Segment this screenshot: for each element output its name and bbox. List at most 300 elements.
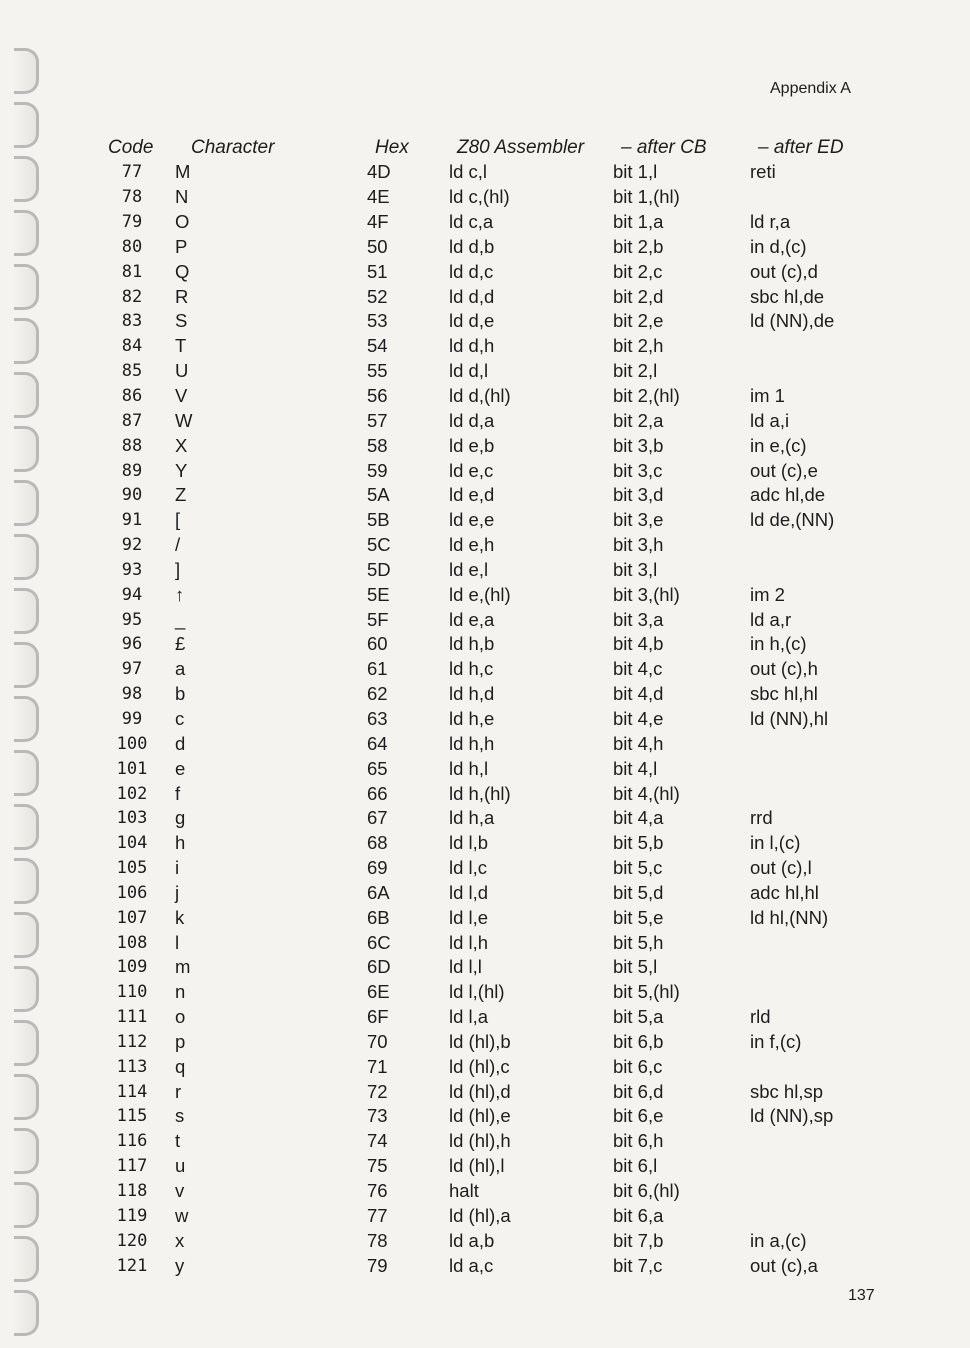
cell-code: 85 xyxy=(121,361,143,382)
cell-hex: 69 xyxy=(367,857,388,879)
cell-character: u xyxy=(175,1155,186,1177)
table-row xyxy=(100,160,888,185)
table-row xyxy=(100,1129,888,1154)
header-z80-assembler: Z80 Assembler xyxy=(457,137,585,158)
cell-after-cb: bit 4,l xyxy=(613,757,658,779)
table-row xyxy=(100,1005,888,1030)
cell-character: q xyxy=(175,1055,186,1077)
cell-character: y xyxy=(175,1254,185,1276)
cell-after-ed: out (c),h xyxy=(750,658,818,680)
cell-hex: 70 xyxy=(367,1030,388,1052)
cell-hex: 59 xyxy=(367,459,388,481)
cell-character: ] xyxy=(175,558,181,580)
cell-after-cb: bit 4,b xyxy=(613,633,664,655)
cell-character: £ xyxy=(175,633,186,655)
cell-after-cb: bit 4,e xyxy=(613,707,664,729)
cell-code: 91 xyxy=(121,510,143,531)
cell-code: 98 xyxy=(121,684,143,705)
cell-character: e xyxy=(175,757,186,779)
cell-hex: 67 xyxy=(367,807,388,829)
cell-hex: 64 xyxy=(367,732,388,754)
cell-hex: 66 xyxy=(367,782,388,804)
table-row xyxy=(100,930,888,955)
cell-code: 104 xyxy=(116,833,148,854)
cell-character: [ xyxy=(175,509,181,531)
table-row xyxy=(100,682,888,707)
cell-z80-assembler: ld e,e xyxy=(449,509,495,531)
cell-z80-assembler: ld c,l xyxy=(449,161,488,183)
cell-after-cb: bit 6,(hl) xyxy=(613,1180,680,1202)
cell-hex: 57 xyxy=(367,409,388,431)
cell-z80-assembler: ld h,d xyxy=(449,683,495,705)
cell-z80-assembler: ld d,(hl) xyxy=(449,385,511,407)
cell-z80-assembler: ld h,b xyxy=(449,633,495,655)
cell-z80-assembler: ld h,l xyxy=(449,757,489,779)
cell-code: 80 xyxy=(121,236,143,257)
cell-character: c xyxy=(175,707,185,729)
binding-ring xyxy=(14,750,39,796)
cell-after-ed: adc hl,de xyxy=(750,484,826,506)
cell-hex: 52 xyxy=(367,285,388,307)
cell-hex: 5D xyxy=(367,558,391,580)
cell-z80-assembler: ld h,a xyxy=(449,807,495,829)
table-row xyxy=(100,334,888,359)
cell-z80-assembler: ld d,d xyxy=(449,285,495,307)
cell-hex: 4E xyxy=(367,186,390,208)
table-row xyxy=(100,1054,888,1079)
cell-after-cb: bit 3,a xyxy=(613,608,664,630)
cell-after-ed: sbc hl,hl xyxy=(750,683,818,705)
cell-hex: 71 xyxy=(367,1055,388,1077)
binding-ring xyxy=(14,696,39,742)
cell-hex: 62 xyxy=(367,683,388,705)
cell-after-ed: ld a,i xyxy=(750,409,790,431)
table-row xyxy=(100,1253,888,1278)
cell-z80-assembler: ld (hl),c xyxy=(449,1055,510,1077)
cell-z80-assembler: ld e,h xyxy=(449,534,495,556)
binding-ring xyxy=(14,264,39,310)
cell-after-ed: ld de,(NN) xyxy=(750,509,835,531)
cell-character: t xyxy=(175,1130,181,1152)
cell-after-cb: bit 2,h xyxy=(613,335,664,357)
cell-after-cb: bit 2,b xyxy=(613,235,664,257)
cell-z80-assembler: ld l,b xyxy=(449,832,489,854)
table-row xyxy=(100,905,888,930)
cell-after-cb: bit 4,d xyxy=(613,683,664,705)
binding-ring xyxy=(14,480,39,526)
table-body xyxy=(100,160,888,1278)
running-head: Appendix A xyxy=(770,80,851,97)
table-row xyxy=(100,1203,888,1228)
cell-after-cb: bit 5,l xyxy=(613,956,658,978)
cell-character: V xyxy=(175,385,188,407)
cell-code: 111 xyxy=(116,1007,148,1028)
binding-ring xyxy=(14,966,39,1012)
cell-after-cb: bit 2,(hl) xyxy=(613,385,680,407)
table-row xyxy=(100,235,888,260)
cell-code: 121 xyxy=(116,1255,148,1276)
cell-hex: 6A xyxy=(367,881,390,903)
table-row xyxy=(100,384,888,409)
cell-after-cb: bit 7,c xyxy=(613,1254,663,1276)
cell-after-cb: bit 3,l xyxy=(613,558,658,580)
cell-z80-assembler: ld c,a xyxy=(449,211,494,233)
cell-z80-assembler: ld (hl),e xyxy=(449,1105,511,1127)
cell-character: i xyxy=(175,857,180,879)
cell-character: g xyxy=(175,807,186,829)
cell-z80-assembler: ld (hl),l xyxy=(449,1155,505,1177)
cell-hex: 76 xyxy=(367,1180,388,1202)
table-row xyxy=(100,1179,888,1204)
cell-code: 86 xyxy=(121,386,143,407)
table-row xyxy=(100,880,888,905)
table-row xyxy=(100,408,888,433)
cell-character: m xyxy=(175,956,191,978)
cell-hex: 61 xyxy=(367,658,388,680)
cell-character: p xyxy=(175,1030,186,1052)
binding-ring xyxy=(14,912,39,958)
cell-hex: 5B xyxy=(367,509,390,531)
cell-after-cb: bit 7,b xyxy=(613,1229,664,1251)
page-number: 137 xyxy=(848,1287,875,1304)
cell-after-cb: bit 6,l xyxy=(613,1155,658,1177)
cell-hex: 78 xyxy=(367,1229,388,1251)
cell-z80-assembler: ld (hl),h xyxy=(449,1130,511,1152)
cell-hex: 72 xyxy=(367,1080,388,1102)
cell-after-cb: bit 1,a xyxy=(613,211,664,233)
cell-hex: 56 xyxy=(367,385,388,407)
cell-hex: 68 xyxy=(367,832,388,854)
cell-after-ed: ld (NN),hl xyxy=(750,707,829,729)
cell-hex: 54 xyxy=(367,335,388,357)
cell-code: 119 xyxy=(116,1205,148,1226)
cell-after-ed: sbc hl,sp xyxy=(750,1080,824,1102)
cell-code: 93 xyxy=(121,559,143,580)
cell-hex: 4D xyxy=(367,161,391,183)
binding-ring xyxy=(14,1182,39,1228)
table-row xyxy=(100,806,888,831)
cell-after-ed: sbc hl,de xyxy=(750,285,825,307)
cell-code: 101 xyxy=(116,758,148,779)
cell-after-ed: ld a,r xyxy=(750,608,792,630)
cell-after-cb: bit 5,(hl) xyxy=(613,981,680,1003)
cell-z80-assembler: ld l,d xyxy=(449,881,489,903)
cell-hex: 60 xyxy=(367,633,388,655)
cell-after-ed: adc hl,hl xyxy=(750,881,819,903)
cell-after-cb: bit 6,d xyxy=(613,1080,664,1102)
cell-hex: 65 xyxy=(367,757,388,779)
cell-z80-assembler: ld a,b xyxy=(449,1229,495,1251)
header-hex: Hex xyxy=(375,137,409,158)
table-row xyxy=(100,508,888,533)
cell-z80-assembler: ld l,(hl) xyxy=(449,981,505,1003)
cell-after-cb: bit 2,a xyxy=(613,409,664,431)
cell-character: j xyxy=(175,881,180,903)
binding-ring xyxy=(14,1128,39,1174)
cell-code: 78 xyxy=(121,187,143,208)
cell-code: 82 xyxy=(121,286,143,307)
cell-after-ed: out (c),l xyxy=(750,857,812,879)
cell-after-ed: in h,(c) xyxy=(750,633,807,655)
cell-code: 88 xyxy=(121,435,143,456)
cell-code: 99 xyxy=(121,708,143,729)
cell-after-ed: im 2 xyxy=(750,583,785,605)
cell-code: 113 xyxy=(116,1056,148,1077)
cell-hex: 51 xyxy=(367,260,388,282)
cell-character: n xyxy=(175,981,186,1003)
cell-code: 105 xyxy=(116,858,148,879)
cell-character: o xyxy=(175,1006,186,1028)
binding-ring xyxy=(14,48,39,94)
table-row xyxy=(100,582,888,607)
cell-after-cb: bit 6,b xyxy=(613,1030,664,1052)
binding-ring xyxy=(14,318,39,364)
cell-code: 97 xyxy=(121,659,143,680)
cell-character: r xyxy=(175,1080,182,1102)
cell-z80-assembler: ld h,(hl) xyxy=(449,782,511,804)
cell-after-cb: bit 6,e xyxy=(613,1105,664,1127)
table-row xyxy=(100,831,888,856)
binding-ring xyxy=(14,534,39,580)
cell-hex: 6B xyxy=(367,906,390,928)
binding-ring xyxy=(14,102,39,148)
table-row xyxy=(100,433,888,458)
cell-code: 116 xyxy=(116,1131,148,1152)
table-row xyxy=(100,1030,888,1055)
cell-z80-assembler: ld d,e xyxy=(449,310,495,332)
cell-z80-assembler: ld d,l xyxy=(449,360,489,382)
cell-z80-assembler: ld l,h xyxy=(449,931,489,953)
cell-code: 103 xyxy=(116,808,148,829)
cell-code: 106 xyxy=(116,882,148,903)
cell-character: O xyxy=(175,211,190,233)
table-row xyxy=(100,756,888,781)
header-character: Character xyxy=(191,137,275,158)
cell-code: 83 xyxy=(121,311,143,332)
table-row xyxy=(100,185,888,210)
binding-ring xyxy=(14,1074,39,1120)
cell-code: 89 xyxy=(121,460,143,481)
cell-character: d xyxy=(175,732,186,754)
cell-code: 110 xyxy=(116,982,148,1003)
table-row xyxy=(100,1079,888,1104)
table-header xyxy=(100,136,888,160)
cell-after-ed: in l,(c) xyxy=(750,832,801,854)
cell-character: ↑ xyxy=(175,583,185,605)
cell-character: s xyxy=(175,1105,185,1127)
cell-hex: 73 xyxy=(367,1105,388,1127)
cell-z80-assembler: ld e,b xyxy=(449,434,495,456)
cell-after-cb: bit 6,h xyxy=(613,1130,664,1152)
cell-character: b xyxy=(175,683,186,705)
cell-character: a xyxy=(175,658,186,680)
table-row xyxy=(100,980,888,1005)
cell-code: 112 xyxy=(116,1031,148,1052)
table-row xyxy=(100,458,888,483)
cell-z80-assembler: ld l,l xyxy=(449,956,482,978)
cell-after-ed: in e,(c) xyxy=(750,434,807,456)
binding-ring xyxy=(14,1020,39,1066)
binding-ring xyxy=(14,210,39,256)
cell-character: w xyxy=(175,1204,189,1226)
cell-code: 117 xyxy=(116,1156,148,1177)
cell-hex: 75 xyxy=(367,1155,388,1177)
cell-hex: 5A xyxy=(367,484,390,506)
cell-character: S xyxy=(175,310,188,332)
table-row xyxy=(100,731,888,756)
cell-code: 79 xyxy=(121,212,143,233)
binding-ring xyxy=(14,426,39,472)
table-row xyxy=(100,558,888,583)
cell-after-cb: bit 2,l xyxy=(613,360,658,382)
header-after-cb: – after CB xyxy=(621,137,707,158)
cell-after-ed: in d,(c) xyxy=(750,235,807,257)
table-row xyxy=(100,359,888,384)
cell-character: x xyxy=(175,1229,185,1251)
cell-after-ed: in a,(c) xyxy=(750,1229,807,1251)
cell-after-cb: bit 5,d xyxy=(613,881,664,903)
table-row xyxy=(100,1104,888,1129)
cell-character: f xyxy=(175,782,181,804)
cell-after-cb: bit 5,e xyxy=(613,906,664,928)
cell-after-ed: reti xyxy=(750,161,776,183)
cell-hex: 58 xyxy=(367,434,388,456)
cell-code: 115 xyxy=(116,1106,148,1127)
cell-code: 102 xyxy=(116,783,148,804)
cell-character: W xyxy=(175,409,193,431)
table-row xyxy=(100,632,888,657)
cell-hex: 6E xyxy=(367,981,390,1003)
cell-character: / xyxy=(175,534,181,556)
cell-character: X xyxy=(175,434,188,456)
cell-hex: 5F xyxy=(367,608,389,630)
table-row xyxy=(100,781,888,806)
cell-code: 81 xyxy=(121,261,143,282)
cell-after-cb: bit 2,c xyxy=(613,260,663,282)
cell-after-cb: bit 3,b xyxy=(613,434,664,456)
cell-code: 100 xyxy=(116,733,148,754)
cell-z80-assembler: halt xyxy=(449,1180,479,1202)
cell-code: 109 xyxy=(116,957,148,978)
cell-hex: 5C xyxy=(367,534,391,556)
cell-character: R xyxy=(175,285,189,307)
table-row xyxy=(100,259,888,284)
cell-code: 87 xyxy=(121,410,143,431)
cell-code: 95 xyxy=(121,609,143,630)
binding-ring xyxy=(14,1236,39,1282)
cell-code: 90 xyxy=(121,485,143,506)
cell-code: 120 xyxy=(116,1230,148,1251)
cell-z80-assembler: ld l,e xyxy=(449,906,489,928)
cell-after-cb: bit 3,h xyxy=(613,534,664,556)
cell-after-cb: bit 3,d xyxy=(613,484,664,506)
binding-ring xyxy=(14,858,39,904)
cell-character: P xyxy=(175,235,188,257)
cell-after-ed: out (c),e xyxy=(750,459,818,481)
cell-after-cb: bit 5,h xyxy=(613,931,664,953)
cell-character: h xyxy=(175,832,186,854)
cell-code: 77 xyxy=(121,162,143,183)
table-row xyxy=(100,607,888,632)
cell-after-ed: ld r,a xyxy=(750,211,791,233)
cell-z80-assembler: ld l,a xyxy=(449,1006,489,1028)
cell-character: l xyxy=(175,931,180,953)
cell-code: 96 xyxy=(121,634,143,655)
cell-after-ed: in f,(c) xyxy=(750,1030,802,1052)
table-row xyxy=(100,1228,888,1253)
cell-hex: 5E xyxy=(367,583,390,605)
cell-after-cb: bit 5,a xyxy=(613,1006,664,1028)
cell-z80-assembler: ld e,(hl) xyxy=(449,583,511,605)
cell-hex: 53 xyxy=(367,310,388,332)
cell-character: _ xyxy=(175,608,186,630)
cell-after-cb: bit 4,c xyxy=(613,658,663,680)
cell-code: 114 xyxy=(116,1081,148,1102)
cell-after-ed: ld (NN),de xyxy=(750,310,835,332)
cell-z80-assembler: ld h,e xyxy=(449,707,495,729)
cell-after-cb: bit 5,c xyxy=(613,857,663,879)
cell-z80-assembler: ld l,c xyxy=(449,857,488,879)
binding-ring xyxy=(14,642,39,688)
binding-ring xyxy=(14,588,39,634)
cell-after-ed: out (c),d xyxy=(750,260,818,282)
cell-after-ed: out (c),a xyxy=(750,1254,818,1276)
cell-z80-assembler: ld (hl),d xyxy=(449,1080,511,1102)
table-row xyxy=(100,284,888,309)
cell-hex: 50 xyxy=(367,235,388,257)
table-row xyxy=(100,707,888,732)
cell-after-cb: bit 6,a xyxy=(613,1204,664,1226)
cell-after-ed: im 1 xyxy=(750,385,785,407)
cell-after-cb: bit 1,(hl) xyxy=(613,186,680,208)
table-row xyxy=(100,856,888,881)
cell-z80-assembler: ld (hl),a xyxy=(449,1204,511,1226)
header-after-ed: – after ED xyxy=(758,137,844,158)
cell-after-cb: bit 2,d xyxy=(613,285,664,307)
cell-z80-assembler: ld d,h xyxy=(449,335,495,357)
cell-character: v xyxy=(175,1180,185,1202)
cell-code: 118 xyxy=(116,1181,148,1202)
cell-hex: 4F xyxy=(367,211,389,233)
cell-character: N xyxy=(175,186,189,208)
cell-after-cb: bit 2,e xyxy=(613,310,664,332)
table-row xyxy=(100,533,888,558)
cell-code: 108 xyxy=(116,932,148,953)
table-row xyxy=(100,483,888,508)
cell-character: k xyxy=(175,906,185,928)
cell-after-cb: bit 3,e xyxy=(613,509,664,531)
cell-z80-assembler: ld a,c xyxy=(449,1254,494,1276)
header-code: Code xyxy=(108,137,154,158)
cell-after-cb: bit 4,(hl) xyxy=(613,782,680,804)
binding-ring xyxy=(14,1290,39,1336)
cell-z80-assembler: ld e,d xyxy=(449,484,495,506)
table-row xyxy=(100,657,888,682)
cell-after-ed: rld xyxy=(750,1006,771,1028)
cell-hex: 77 xyxy=(367,1204,388,1226)
cell-character: Y xyxy=(175,459,188,481)
spiral-binding xyxy=(0,0,60,1348)
cell-hex: 55 xyxy=(367,360,388,382)
cell-z80-assembler: ld h,c xyxy=(449,658,494,680)
cell-hex: 63 xyxy=(367,707,388,729)
cell-hex: 6F xyxy=(367,1006,389,1028)
cell-z80-assembler: ld c,(hl) xyxy=(449,186,510,208)
character-code-table xyxy=(100,136,888,1278)
cell-hex: 6D xyxy=(367,956,391,978)
cell-after-ed: rrd xyxy=(750,807,773,829)
cell-character: Z xyxy=(175,484,187,506)
